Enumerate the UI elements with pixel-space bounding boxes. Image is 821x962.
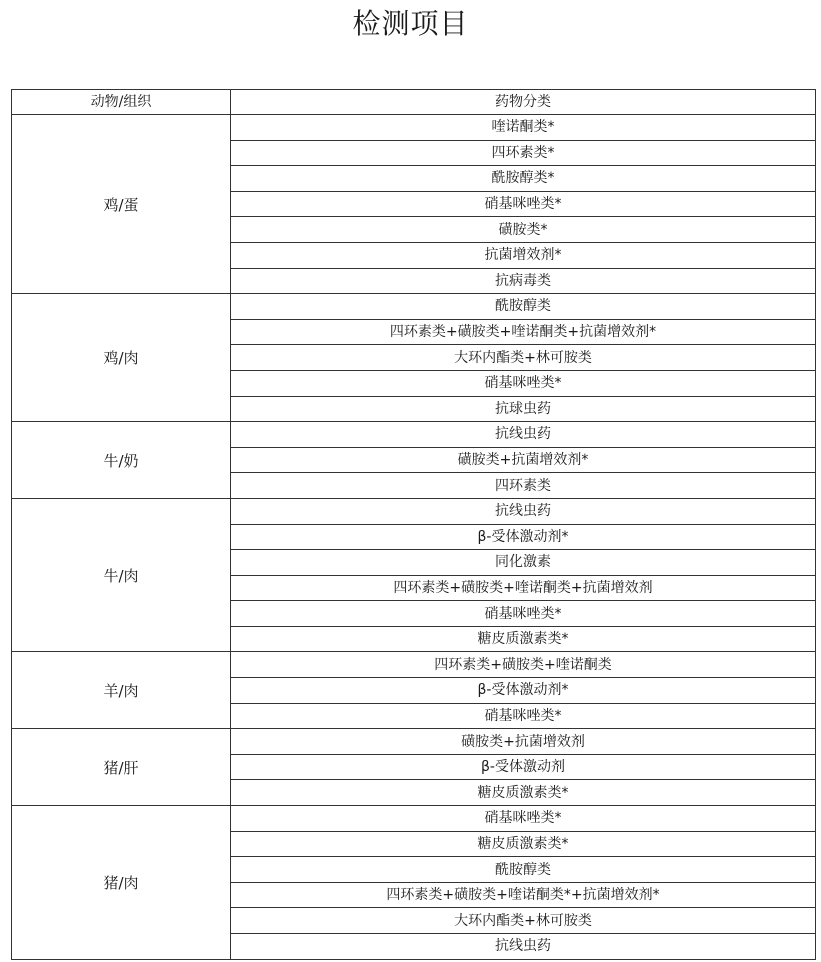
drug-category-cell: β-受体激动剂* xyxy=(231,678,816,704)
drug-category-cell: 磺胺类+抗菌增效剂* xyxy=(231,447,816,473)
drug-category-cell: β-受体激动剂 xyxy=(231,754,816,780)
animal-tissue-cell: 猪/肉 xyxy=(12,806,231,960)
animal-tissue-cell: 羊/肉 xyxy=(12,652,231,729)
drug-category-cell: 抗球虫药 xyxy=(231,396,816,422)
inspection-items-table xyxy=(11,89,816,960)
animal-tissue-cell: 鸡/肉 xyxy=(12,294,231,422)
drug-category-cell: 四环素类* xyxy=(231,140,816,166)
drug-category-cell: 硝基咪唑类* xyxy=(231,806,816,832)
drug-category-cell: 抗菌增效剂* xyxy=(231,242,816,268)
drug-category-cell: 糖皮质激素类* xyxy=(231,831,816,857)
drug-category-cell: 抗线虫药 xyxy=(231,498,816,524)
table-row xyxy=(12,115,816,141)
animal-tissue-cell: 牛/奶 xyxy=(12,422,231,499)
drug-category-cell: 四环素类+磺胺类+喹诺酮类*+抗菌增效剂* xyxy=(231,882,816,908)
drug-category-cell: 糖皮质激素类* xyxy=(231,626,816,652)
drug-category-cell: 硝基咪唑类* xyxy=(231,370,816,396)
drug-category-cell: 抗病毒类 xyxy=(231,268,816,294)
table-row xyxy=(12,806,816,832)
animal-tissue-cell: 猪/肝 xyxy=(12,729,231,806)
table-row xyxy=(12,729,816,755)
drug-category-cell: 酰胺醇类 xyxy=(231,294,816,320)
drug-category-cell: 抗线虫药 xyxy=(231,422,816,448)
drug-category-cell: 酰胺醇类* xyxy=(231,166,816,192)
animal-tissue-cell: 鸡/蛋 xyxy=(12,115,231,294)
table-row xyxy=(12,498,816,524)
header-animal-tissue: 动物/组织 xyxy=(12,90,231,115)
drug-category-cell: 糖皮质激素类* xyxy=(231,780,816,806)
drug-category-cell: 硝基咪唑类* xyxy=(231,191,816,217)
drug-category-cell: 硝基咪唑类* xyxy=(231,601,816,627)
header-drug-category: 药物分类 xyxy=(231,90,816,115)
drug-category-cell: 四环素类 xyxy=(231,473,816,499)
drug-category-cell: 大环内酯类+林可胺类 xyxy=(231,908,816,934)
table-header-row xyxy=(12,90,816,115)
drug-category-cell: 喹诺酮类* xyxy=(231,115,816,141)
drug-category-cell: 磺胺类+抗菌增效剂 xyxy=(231,729,816,755)
drug-category-cell: 酰胺醇类 xyxy=(231,857,816,883)
drug-category-cell: 同化激素 xyxy=(231,550,816,576)
drug-category-cell: 硝基咪唑类* xyxy=(231,703,816,729)
table-row xyxy=(12,652,816,678)
table-row xyxy=(12,422,816,448)
table-row xyxy=(12,294,816,320)
drug-category-cell: 抗线虫药 xyxy=(231,934,816,960)
drug-category-cell: 四环素类+磺胺类+喹诺酮类 xyxy=(231,652,816,678)
drug-category-cell: 四环素类+磺胺类+喹诺酮类+抗菌增效剂* xyxy=(231,319,816,345)
drug-category-cell: 四环素类+磺胺类+喹诺酮类+抗菌增效剂 xyxy=(231,575,816,601)
page-title: 检测项目 xyxy=(352,7,469,40)
drug-category-cell: 磺胺类* xyxy=(231,217,816,243)
drug-category-cell: 大环内酯类+林可胺类 xyxy=(231,345,816,371)
drug-category-cell: β-受体激动剂* xyxy=(231,524,816,550)
table-body xyxy=(12,115,816,960)
animal-tissue-cell: 牛/肉 xyxy=(12,498,231,652)
